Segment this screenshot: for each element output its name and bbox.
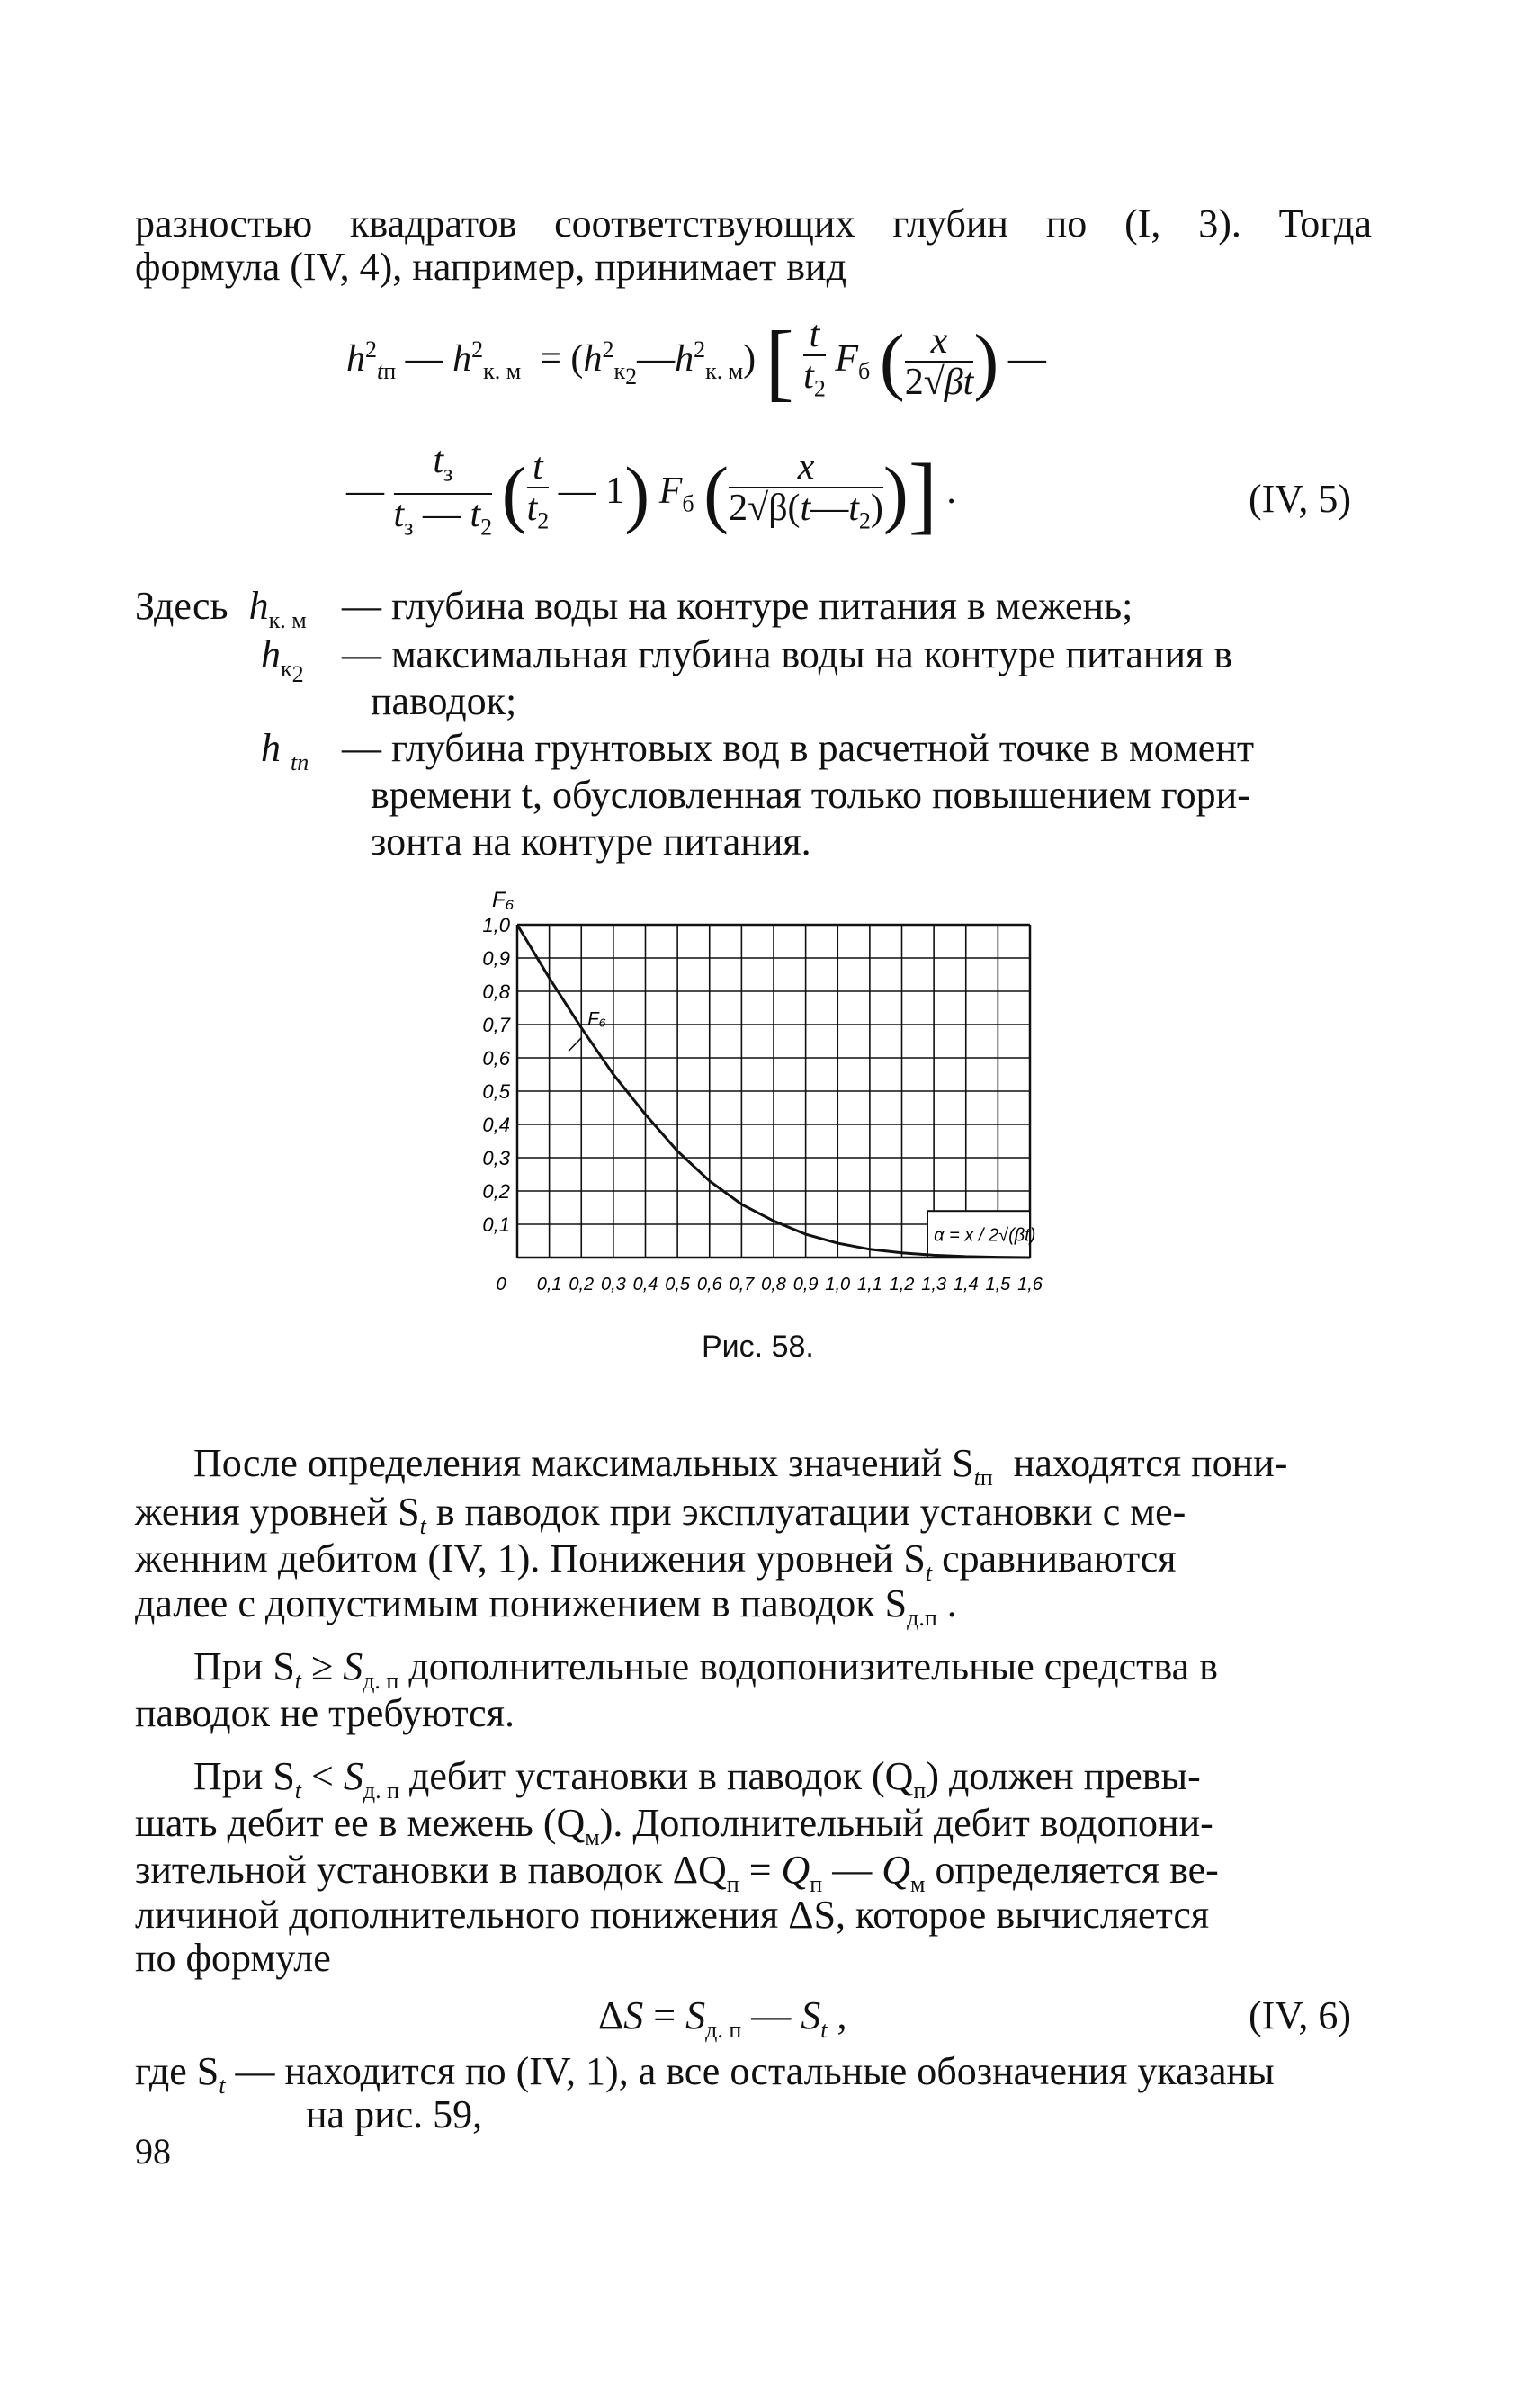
definition-2-text-2: паводок;: [371, 679, 517, 723]
x-tick-label: 1,3: [921, 1275, 947, 1294]
para3-line3: зительной установки в паводок $\Delta Q_п = Q_п$ — $Q_м$ определяется ве-: [135, 1848, 1219, 1897]
x-tick-label: 0,9: [792, 1275, 819, 1294]
para1-line2-tail: в паводок при эксплуатации установки с ме-: [435, 1490, 1186, 1534]
para2-line1-head: При S: [193, 1644, 295, 1688]
y-tick-label: 1,0: [482, 914, 510, 936]
x-tick-label: 1,1: [856, 1275, 882, 1294]
definition-3-text-3: зонта на контуре питания.: [371, 819, 811, 864]
para3-line3-tail: определяется ве-: [935, 1848, 1219, 1892]
para1-line3-text: женним дебитом (IV, 1). Понижения уровней S: [135, 1536, 926, 1581]
equation-label-iv5: (IV, 5): [1249, 477, 1352, 521]
equation-iv6: $\Delta S = S_{д. п}$ — $S_t$ ,: [598, 1993, 847, 2043]
word: Тогда: [1278, 201, 1372, 246]
definitions: [135, 583, 1372, 869]
x-tick-label: 0,5: [665, 1275, 691, 1294]
para1-line4-text: далее с допустимым понижением в паводок S: [135, 1581, 908, 1625]
para1-line2-text: жения уровней S: [135, 1490, 420, 1534]
word: соответствующих: [554, 201, 855, 246]
x-tick-label: 0,3: [600, 1275, 626, 1294]
definition-3-text-1: — глубина грунтовых вод в расчетной точке в момент: [342, 726, 1255, 770]
y-tick-label: 0,9: [482, 947, 510, 970]
definition-3-text-2: времени t, обусловленная только повышением гори-: [371, 773, 1250, 817]
here-label: Здесь: [135, 584, 228, 628]
x-tick-label: 1,2: [889, 1275, 915, 1294]
para4-line2: на рис. 59,: [306, 2092, 483, 2136]
y-tick-label: 0,4: [482, 1114, 510, 1136]
para1-line2: жения уровней $S_t$ в паводок при эксплуатации установки с ме-: [135, 1490, 1186, 1539]
x-tick-label: 0,4: [632, 1275, 658, 1294]
para1-line1: После определения максимальных значений $S_{tп}$ находятся пони-: [193, 1441, 1288, 1491]
para4-line1-tail: — находится по (IV, 1), а все остальные обозначения указаны: [235, 2049, 1275, 2093]
y-tick-label: 0,2: [482, 1180, 510, 1203]
y-tick-label: 0,5: [482, 1080, 510, 1103]
x-tick-label: 1,4: [953, 1275, 979, 1294]
word: разностью: [135, 201, 313, 246]
y-tick-label: 0,6: [482, 1047, 510, 1070]
para1-line1-tail: находятся пони-: [1013, 1441, 1288, 1485]
x-tick-label: 0,1: [536, 1275, 562, 1294]
y-tick-label: 0,1: [482, 1213, 510, 1236]
word: глубин: [892, 201, 1008, 246]
y-tick-label: 0,3: [482, 1147, 510, 1169]
page-number: 98: [135, 2131, 171, 2172]
definition-2-text-1: — максимальная глубина воды на контуре питания в: [342, 632, 1233, 676]
y-tick-label: 0,7: [482, 1014, 510, 1036]
intro-line-1: [135, 200, 1372, 248]
intro-line-2: формула (IV, 4), например, принимает вид: [135, 245, 846, 289]
para4-line1-text: где S: [135, 2049, 219, 2093]
x-tick-label: 1,0: [825, 1275, 851, 1294]
para3-line4: личиной дополнительного понижения ΔS, которое вычисляется: [135, 1893, 1210, 1937]
para3-line1: При $S_t < S_{д. п}$ дебит установки в паводок $(Q_п)$ должен превы-: [193, 1754, 1201, 1804]
equation-iv5-line2: — $\frac{t_з}{t_з — t_2}$ ( $\frac{t}{t_2}$ — 1) $F_б$ ( $\frac{x}{2√\beta(t—t_2)}$ )] .: [346, 440, 956, 542]
para3-line1-head: При S: [193, 1754, 295, 1798]
x-tick-label: 0,7: [729, 1275, 755, 1294]
x-tick-label: 1,6: [1017, 1275, 1043, 1294]
para1-line3: женним дебитом (IV, 1). Понижения уровней $S_t$ сравниваются: [135, 1536, 1177, 1586]
para3-line2: шать дебит ее в межень $(Q_м)$. Дополнительный дебит водопони-: [135, 1801, 1213, 1850]
equation-iv5-line1: $h^2_{tп}$ — $h^2_{к. м}$ = $(h^2_{к_2}—h^2_{к. м})$ [ $\frac{t}{t_2}$ $F_б$ ( $\frac{x}{2√\beta t}$ ) —: [346, 313, 1046, 410]
x-tick-label: 0,8: [761, 1275, 786, 1294]
y-axis-label: F₆: [492, 888, 515, 912]
symbol-h-km: $h_{к. м}$: [248, 584, 307, 633]
figure-58-chart: [454, 871, 1043, 1321]
x-tick-label: 0: [496, 1275, 506, 1294]
para1-line1-text: После определения максимальных значений S: [193, 1441, 974, 1485]
para3-line1-end: ) должен превы-: [926, 1754, 1201, 1798]
chart-svg: [454, 871, 1043, 1321]
figure-caption: Рис. 58.: [702, 1330, 814, 1364]
para3-line5: по формуле: [135, 1936, 331, 1980]
para1-line4: далее с допустимым понижением в паводок $S_{д.п}$ .: [135, 1581, 957, 1631]
alpha-label: α = x / 2√(βt): [934, 1225, 1036, 1246]
symbol-h-k2: $h_{к_2}$: [261, 632, 304, 687]
definition-3: [135, 725, 1372, 869]
x-tick-label: 0,6: [696, 1275, 722, 1294]
x-tick-label: 1,5: [985, 1275, 1011, 1294]
definition-2: [135, 631, 1372, 725]
para3-line3-text: зительной установки в паводок ΔQ: [135, 1848, 727, 1892]
word: квадратов: [350, 201, 517, 246]
para4-line1: где $S_t$ — находится по (IV, 1), а все остальные обозначения указаны: [135, 2049, 1275, 2099]
y-tick-label: 0,8: [482, 981, 510, 1003]
definition-1-text: — глубина воды на контуре питания в межень;: [342, 584, 1133, 628]
word: 3).: [1198, 201, 1241, 246]
para2-line2: паводок не требуются.: [135, 1691, 515, 1735]
symbol-h-tp: h $_{tп}$: [261, 726, 309, 775]
word: (I,: [1124, 201, 1161, 246]
para3-line1-tail: дебит установки в паводок (Q: [409, 1754, 914, 1798]
para1-line3-tail: сравниваются: [942, 1536, 1177, 1581]
definition-1: [135, 583, 1372, 631]
curve-label: F₆: [587, 1009, 606, 1029]
para3-line2-text: шать дебит ее в межень (Q: [135, 1801, 586, 1845]
x-tick-label: 0,2: [569, 1275, 595, 1294]
curve-label-leader: [569, 1038, 581, 1052]
equation-label-iv6: (IV, 6): [1249, 1993, 1352, 2037]
word: по: [1045, 201, 1088, 246]
para2-line1-tail: дополнительные водопонизительные средства в: [408, 1644, 1218, 1688]
para2-line1: При $S_t \ge S_{д. п}$ дополнительные водопонизительные средства в: [193, 1644, 1218, 1694]
para3-line2-tail: ). Дополнительный дебит водопони-: [599, 1801, 1213, 1845]
